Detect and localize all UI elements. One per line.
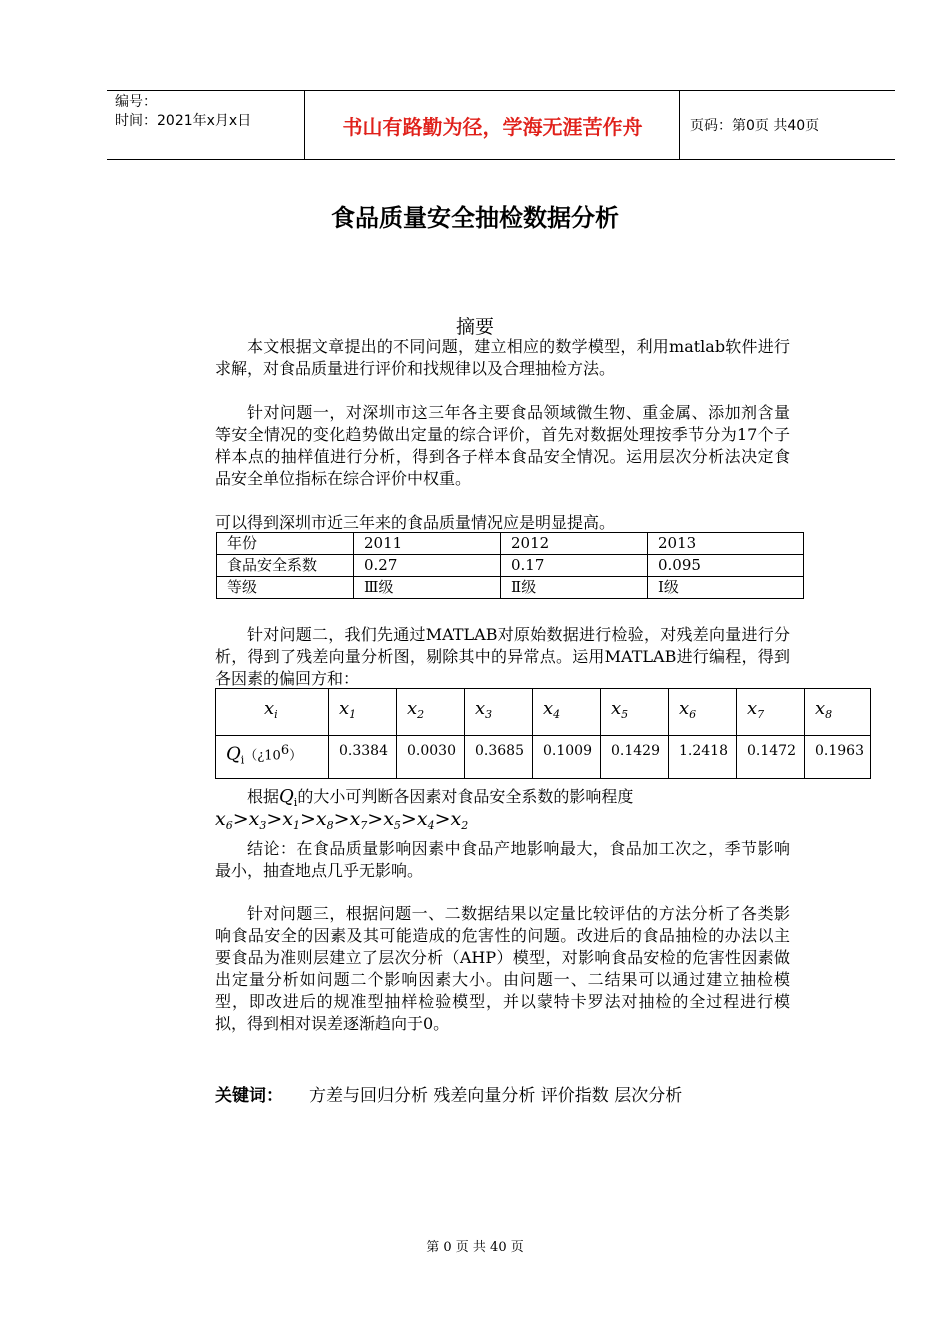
table-cell: 0.1009 [533, 736, 601, 779]
table-cell: 0.3384 [329, 736, 397, 779]
document-title: 食品质量安全抽检数据分析 [331, 204, 619, 232]
table-cell: 年份 [217, 533, 354, 555]
table-cell: 等级 [217, 577, 354, 599]
keywords-list: 方差与回归分析 残差向量分析 评价指数 层次分析 [309, 1086, 683, 1106]
keywords-label: 关键词： [215, 1086, 283, 1106]
table-header-cell: $x_5$ [601, 689, 669, 736]
table-cell: 0.3685 [465, 736, 533, 779]
table-header-cell: $x_6$ [669, 689, 737, 736]
paragraph-conclusion1: 可以得到深圳市近三年来的食品质量情况应是明显提高。 [215, 513, 616, 532]
table-header-cell: $x_8$ [805, 689, 871, 736]
paragraph-problem3: 针对问题三，根据问题一、二数据结果以定量比较评估的方法分析了各类影响食品安全的因素及其可能造成的危害性的问题。改进后的食品抽检的办法以主要食品为准则层建立了层次分析（AHP）模型，对影响食品安检的危害性因素做出定量分析如问题二个影响因素大小。由问题一、二结果可以通过建立抽检模型，即改进后的规准型抽样检验模型，并以蒙特卡罗法对抽检的全过程进行模拟，得到相对误差逐渐趋向于0。 [215, 904, 790, 1033]
table-cell: 0.1472 [737, 736, 805, 779]
paragraph-conclusion2: 结论：在食品质量影响因素中食品产地影响最大，食品加工次之，季节影响最小，抽查地点几乎无影响。 [215, 839, 790, 880]
table-header-cell: $x_7$ [737, 689, 805, 736]
table-row-label: $Q_i(¿10^6)$ [216, 736, 329, 779]
paragraph-problem2: 针对问题二，我们先通过MATLAB对原始数据进行检验，对残差向量进行分析，得到了残差向量分析图，剔除其中的异常点。运用MATLAB进行编程，得到各因素的偏回方和： [215, 625, 790, 688]
table-header-var: $x_i$ [216, 689, 329, 736]
time-label: 时间：2021年x月x日 [115, 113, 252, 129]
table-cell: 1.2418 [669, 736, 737, 779]
page-header [107, 90, 895, 160]
table-cell: Ⅰ级 [648, 577, 804, 599]
table-cell: 0.17 [501, 555, 648, 577]
table-row [217, 577, 804, 599]
table-row [217, 533, 804, 555]
table-row [216, 736, 871, 779]
table-header-cell: $x_2$ [397, 689, 465, 736]
serial-label: 编号： [115, 94, 157, 110]
page-footer: 第 0 页 共 40 页 [426, 1240, 524, 1255]
table-cell: Ⅱ级 [501, 577, 648, 599]
table-header-cell: $x_4$ [533, 689, 601, 736]
partial-regression-table [215, 688, 871, 779]
table-cell: 0.1963 [805, 736, 871, 779]
table-cell: 0.0030 [397, 736, 465, 779]
table-cell: Ⅲ级 [354, 577, 501, 599]
table-cell: 0.095 [648, 555, 804, 577]
table-cell: 0.1429 [601, 736, 669, 779]
header-page-info: 页码：第0页 共40页 [690, 118, 820, 134]
table-cell: 0.27 [354, 555, 501, 577]
table-header-cell: $x_3$ [465, 689, 533, 736]
header-meta [107, 91, 305, 159]
keywords [215, 1081, 682, 1106]
paragraph-factor-judgement: 根据$Q_i$的大小可判断各因素对食品安全系数的影响程度 [247, 786, 634, 809]
header-motto: 书山有路勤为径，学海无涯苦作舟 [306, 91, 680, 159]
table-header-cell: $x_1$ [329, 689, 397, 736]
table-row [217, 555, 804, 577]
table-cell: 2011 [354, 533, 501, 555]
table-cell: 食品安全系数 [217, 555, 354, 577]
abstract-heading: 摘要 [455, 316, 494, 338]
paragraph-intro: 本文根据文章提出的不同问题，建立相应的数学模型，利用matlab软件进行求解，对食品质量进行评价和找规律以及合理抽检方法。 [215, 337, 790, 378]
table-row [216, 689, 871, 736]
factor-inequality: $x_6>x_3>x_1>x_8>x_7>x_5>x_4>x_2$ [215, 808, 469, 832]
table-cell: 2012 [501, 533, 648, 555]
table-cell: 2013 [648, 533, 804, 555]
safety-coefficient-table [216, 532, 804, 599]
paragraph-problem1: 针对问题一，对深圳市这三年各主要食品领域微生物、重金属、添加剂含量等安全情况的变化趋势做出定量的综合评价，首先对数据处理按季节分为17个子样本点的抽样值进行分析，得到各子样本食品安全情况。运用层次分析法决定食品安全单位指标在综合评价中权重。 [215, 403, 790, 488]
